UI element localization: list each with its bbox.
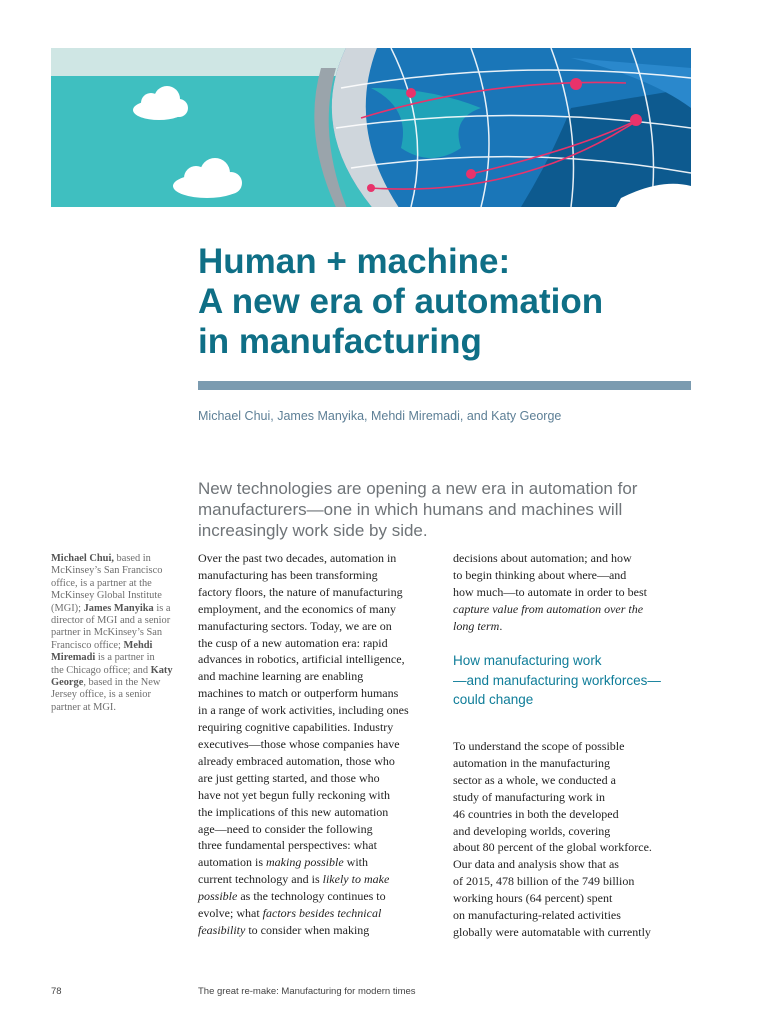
text-run: , based in the New (83, 677, 161, 689)
text-line (198, 821, 438, 838)
byline: Michael Chui, James Manyika, Mehdi Miremadi, and Katy George (198, 409, 562, 423)
text-run: as the technology continues to (237, 889, 386, 904)
text-line (198, 871, 438, 888)
text-line (198, 787, 438, 804)
text-run: the cusp of a new automation era: rapid (198, 635, 388, 650)
text-line (453, 738, 693, 755)
author-bio-sidebar (51, 553, 178, 714)
italic-text: long term (453, 618, 500, 633)
body-column-1 (198, 550, 438, 939)
text-line (453, 890, 693, 907)
text-line (453, 567, 693, 584)
text-run: automation is (198, 855, 266, 870)
section-subhead (453, 651, 693, 710)
text-line (51, 615, 178, 627)
text-line (51, 702, 178, 714)
text-line (198, 753, 438, 770)
bold-text: Mehdi (123, 639, 153, 651)
body-column-2-top (453, 550, 693, 635)
dek-line: manufacturers—one in which humans and machines will (198, 500, 623, 519)
title-divider (198, 381, 691, 390)
text-run: is a partner in (95, 652, 155, 664)
hero-illustration (51, 48, 691, 207)
title-line: in manufacturing (198, 322, 482, 361)
body-column-2-bottom (453, 738, 693, 941)
globe-with-clouds-illustration (51, 48, 691, 207)
text-run: to consider when making (245, 922, 370, 937)
text-run: partner in McKinsey’s San (51, 627, 163, 639)
text-run: To understand the scope of possible (453, 739, 625, 753)
text-line (453, 772, 693, 789)
text-run: decisions about automation; and how (453, 551, 632, 565)
article-dek (198, 478, 688, 541)
text-line (51, 553, 178, 565)
italic-text: making possible (266, 855, 344, 870)
text-run: advances in robotics, artificial intelligence, (198, 652, 405, 667)
text-run: Our data and analysis show that as (453, 857, 619, 872)
text-run: director of MGI and a senior (51, 615, 171, 627)
text-run: employment, and the economics of many (198, 601, 396, 616)
text-line (453, 907, 693, 924)
dek-line: New technologies are opening a new era in automation for (198, 479, 638, 498)
text-run: on manufacturing-related activities (453, 908, 621, 923)
title-line: Human + machine: (198, 242, 511, 281)
text-run: how much—to automate in order to best (453, 584, 647, 599)
bold-text: Michael Chui, (51, 553, 114, 564)
text-run: McKinsey Global Institute (51, 590, 162, 602)
text-line (198, 635, 438, 652)
text-line (198, 550, 438, 567)
text-run: are just getting started, and those who (198, 770, 380, 785)
text-run: with (343, 855, 369, 870)
text-line (51, 665, 178, 677)
text-line (198, 770, 438, 787)
text-line (453, 924, 693, 941)
text-run: partner at MGI. (51, 701, 116, 713)
text-line (51, 689, 178, 701)
text-line (198, 651, 438, 668)
text-line (198, 804, 438, 821)
text-run: and machine learning are enabling (198, 669, 364, 684)
italic-text: capture value from automation over the (453, 601, 644, 616)
text-run: office, is a partner at the (51, 577, 152, 589)
text-line (51, 565, 178, 577)
page-number: 78 (51, 986, 62, 997)
text-line (198, 922, 438, 939)
text-run: automation in the manufacturing (453, 755, 610, 770)
subhead-line: How manufacturing work (453, 653, 602, 668)
text-run: the implications of this new automation (198, 804, 389, 819)
text-line (51, 590, 178, 602)
text-run: 46 countries in both the developed (453, 806, 619, 821)
text-run: in a range of work activities, including ones (198, 703, 409, 718)
text-line (198, 702, 438, 719)
running-footer: The great re-make: Manufacturing for modern times (198, 986, 416, 997)
text-line (198, 601, 438, 618)
text-line (198, 854, 438, 871)
text-run: sector as a whole, we conducted a (453, 772, 616, 787)
subhead-line: could change (453, 692, 534, 707)
text-run: already embraced automation, those who (198, 753, 395, 768)
text-run: Over the past two decades, automation in (198, 551, 397, 565)
text-line (453, 755, 693, 772)
text-run: factory floors, the nature of manufacturing (198, 584, 403, 599)
text-run: evolve; what (198, 906, 263, 921)
italic-text: likely to make (322, 872, 390, 887)
text-line (453, 601, 693, 618)
text-run: current technology and is (198, 872, 323, 887)
text-run: have not yet begun fully reckoning with (198, 787, 390, 802)
text-line (198, 618, 438, 635)
text-line (453, 823, 693, 840)
text-run: is a (153, 602, 171, 614)
text-run: working hours (64 percent) spent (453, 891, 613, 906)
text-run: age—need to consider the following (198, 821, 373, 836)
text-line (198, 736, 438, 753)
text-line (453, 618, 693, 635)
text-run: manufacturing sectors. Today, we are on (198, 618, 392, 633)
text-line (51, 640, 178, 652)
text-run: to begin thinking about where—and (453, 567, 627, 582)
text-line (51, 677, 178, 689)
text-line (453, 839, 693, 856)
text-line (198, 888, 438, 905)
text-run: based in (113, 553, 151, 564)
text-line (51, 652, 178, 664)
text-line (198, 719, 438, 736)
text-run: about 80 percent of the global workforce. (453, 840, 652, 855)
page-title (198, 242, 718, 362)
text-line (51, 627, 178, 639)
text-line (198, 685, 438, 702)
dek-line: increasingly work side by side. (198, 521, 428, 540)
text-run: Jersey office, is a senior (51, 689, 151, 701)
text-line (453, 789, 693, 806)
text-line (198, 584, 438, 601)
text-line (453, 856, 693, 873)
text-line (198, 668, 438, 685)
text-run: the Chicago office; and (51, 664, 151, 676)
text-line (453, 584, 693, 601)
text-line (198, 837, 438, 854)
text-run: executives—those whose companies have (198, 736, 400, 751)
text-run: study of manufacturing work in (453, 789, 605, 804)
bold-text: Katy (150, 664, 173, 676)
text-run: . (499, 618, 503, 633)
text-run: and developing worlds, covering (453, 823, 611, 838)
text-run: machines to match or outperform humans (198, 686, 399, 701)
text-run: requiring cognitive capabilities. Industry (198, 720, 394, 735)
text-run: Francisco office; (51, 639, 124, 651)
text-run: three fundamental perspectives: what (198, 838, 377, 853)
text-line (51, 578, 178, 590)
text-line (453, 806, 693, 823)
italic-text: possible (198, 889, 238, 904)
bold-text: James Manyika (83, 602, 154, 614)
text-run: of 2015, 478 billion of the 749 billion (453, 874, 635, 889)
text-line (453, 550, 693, 567)
text-line (453, 873, 693, 890)
text-line (198, 567, 438, 584)
text-line (51, 603, 178, 615)
text-run: globally were automatable with currently (453, 924, 651, 939)
text-run: manufacturing has been transforming (198, 567, 378, 582)
bold-text: Miremadi (51, 652, 96, 664)
text-line (198, 905, 438, 922)
text-run: McKinsey’s San Francisco (51, 565, 163, 577)
title-line: A new era of automation (198, 282, 604, 321)
bold-text: George (51, 677, 84, 689)
italic-text: factors besides technical (262, 906, 382, 921)
text-run: (MGI); (51, 602, 84, 614)
italic-text: feasibility (198, 922, 246, 937)
subhead-line: —and manufacturing workforces— (453, 672, 661, 688)
